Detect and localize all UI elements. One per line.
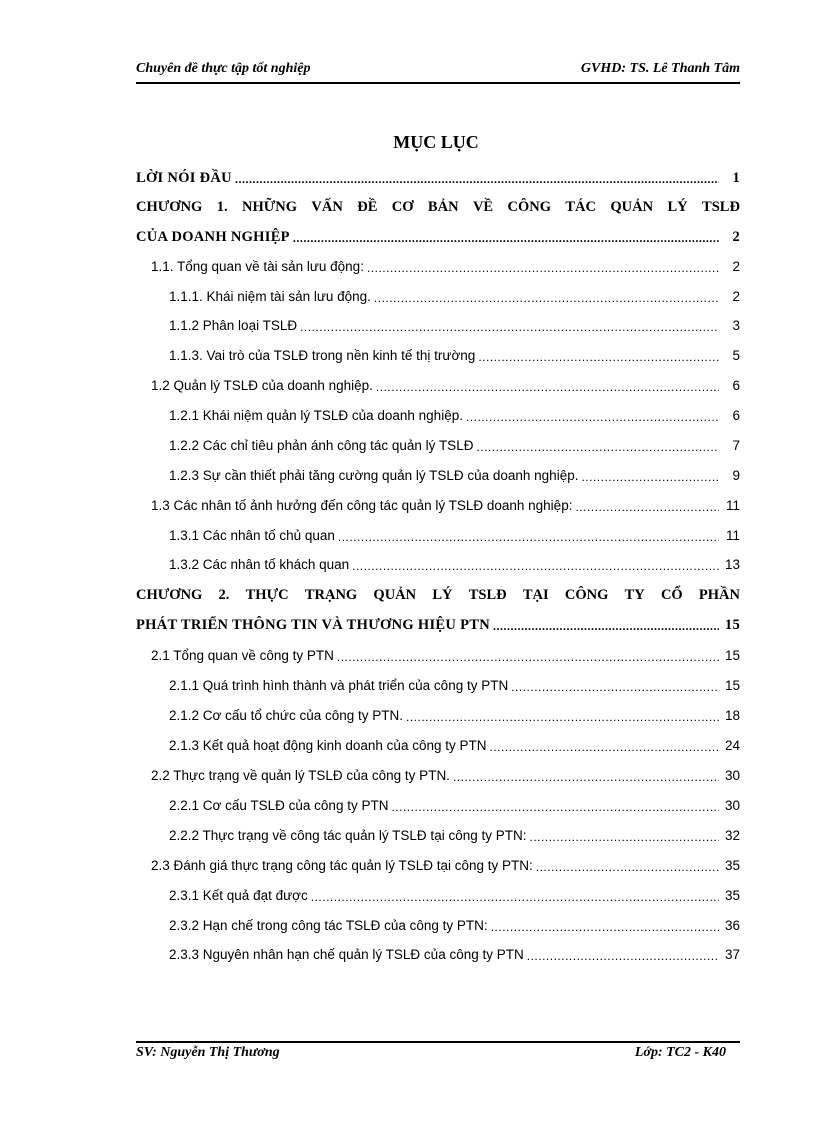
toc-entry-2-1-2[interactable] <box>169 708 740 723</box>
dot-leader <box>489 739 719 753</box>
chapter-heading-word: TẠI <box>522 587 549 603</box>
toc-page-number: 30 <box>724 768 740 783</box>
toc-page-number: 36 <box>724 918 740 933</box>
toc-entry-label: 2.3 Đánh giá thực trạng công tác quản lý TSLĐ tại công ty PTN: <box>151 858 533 873</box>
page-title: MỤC LỤC <box>393 132 479 152</box>
toc-page-number: 35 <box>724 888 740 903</box>
toc-page-number: 3 <box>732 318 740 333</box>
toc-entry-label: 2.3.2 Hạn chế trong công tác TSLĐ của công ty PTN: <box>169 918 488 933</box>
toc-entry-1-1-1[interactable] <box>169 289 740 304</box>
toc-page-number: 11 <box>725 498 740 513</box>
toc-page-number: 2 <box>732 289 740 304</box>
toc-entry-1-3-1[interactable] <box>169 528 740 543</box>
chapter-heading-word: 1. <box>216 199 228 215</box>
chapter-heading-word: PHẦN <box>698 587 740 603</box>
toc-page-number: 7 <box>732 438 740 453</box>
toc-page-number: 37 <box>724 947 740 962</box>
footer-class: Lớp: TC2 - K40 <box>634 1045 726 1060</box>
chapter-heading-word: ĐỀ <box>357 199 378 215</box>
toc-entry-label: 1.2.2 Các chỉ tiêu phản ánh công tác quản lý TSLĐ <box>169 438 474 453</box>
dot-leader <box>536 859 719 873</box>
toc-page-number: 6 <box>732 378 740 393</box>
toc-entry-1-2-2[interactable] <box>169 438 740 453</box>
toc-page-number: 2 <box>732 229 740 245</box>
chapter-heading-word: THỰC <box>245 587 289 603</box>
toc-entry-1-3[interactable] <box>151 498 740 513</box>
toc-entry-label: 2.3.3 Nguyên nhân hạn chế quản lý TSLĐ của công ty PTN <box>169 947 524 962</box>
chapter-heading-word: QUẢN <box>610 199 654 215</box>
dot-leader <box>391 799 719 813</box>
dot-leader <box>293 230 719 245</box>
toc-page-number: 35 <box>724 858 740 873</box>
dot-leader <box>311 889 719 903</box>
toc-page-number: 9 <box>732 468 740 483</box>
toc-entry-label: 2.1.2 Cơ cấu tổ chức của công ty PTN. <box>169 708 403 723</box>
toc-entry-label: 2.1.1 Quá trình hình thành và phát triển của công ty PTN <box>169 678 509 693</box>
dot-leader <box>352 558 719 572</box>
dot-leader <box>374 290 719 304</box>
dot-leader <box>466 409 719 423</box>
toc-entry-label: 1.3.1 Các nhân tố chủ quan <box>169 528 335 543</box>
toc-entry-label: 1.1. Tổng quan về tài sản lưu động: <box>151 259 364 274</box>
toc-entry-2-2[interactable] <box>151 768 740 783</box>
toc-entry-label: 1.3 Các nhân tố ảnh hưởng đến công tác quản lý TSLĐ doanh nghiệp: <box>151 498 573 513</box>
dot-leader <box>491 919 719 933</box>
dot-leader <box>476 439 719 453</box>
toc-entry-2-2-1[interactable] <box>169 798 740 813</box>
chapter-heading-word: VẤN <box>311 199 343 215</box>
dot-leader <box>493 618 719 633</box>
toc-entry-chapter-2[interactable] <box>136 617 740 634</box>
toc-entry-2-1-3[interactable] <box>169 738 740 753</box>
toc-page-number: 18 <box>724 708 740 723</box>
chapter-heading-word: TÁC <box>565 199 596 215</box>
toc-entry-1-2[interactable] <box>151 378 740 393</box>
toc-entry-label: CỦA DOANH NGHIỆP <box>136 229 290 245</box>
toc-page-number: 6 <box>732 408 740 423</box>
chapter-heading-word: TRẠNG <box>304 587 358 603</box>
toc-page-number: 2 <box>732 259 740 274</box>
dot-leader <box>575 499 719 513</box>
toc-entry-label: 1.1.2 Phân loại TSLĐ <box>169 318 298 333</box>
toc-page-number: 11 <box>725 528 740 543</box>
chapter-heading-word: CỔ <box>660 587 683 603</box>
chapter-heading-word: QUẢN <box>373 587 417 603</box>
toc-page-number: 15 <box>724 678 740 693</box>
dot-leader <box>376 379 719 393</box>
dot-leader <box>338 529 719 543</box>
toc-page-number: 1 <box>732 170 740 186</box>
toc-entry-1-1-2[interactable] <box>169 318 740 333</box>
page-footer <box>136 1045 740 1067</box>
toc-page-number: 32 <box>724 828 740 843</box>
toc-entry-1-2-3[interactable] <box>169 468 740 483</box>
toc-page-number: 15 <box>724 648 740 663</box>
toc-chapter-1-heading[interactable] <box>136 199 740 216</box>
toc-entry-label: 1.2.3 Sự cần thiết phải tăng cường quản lý TSLĐ của doanh nghiệp. <box>169 468 579 483</box>
toc-page-number: 15 <box>724 617 740 633</box>
chapter-heading-word: 2. <box>218 587 230 603</box>
toc-entry-label: 2.1 Tổng quan về công ty PTN <box>151 648 334 663</box>
dot-leader <box>529 829 719 843</box>
toc-entry-2-2-2[interactable] <box>169 828 740 843</box>
toc-entry-1-1[interactable] <box>151 259 740 274</box>
chapter-heading-word: CHƯƠNG <box>136 199 203 215</box>
footer-rule <box>136 1041 740 1043</box>
toc-entry-label: 2.2 Thực trạng về quản lý TSLĐ của công ty PTN. <box>151 768 450 783</box>
toc-page-number: 5 <box>732 348 740 363</box>
footer-student-name: SV: Nguyễn Thị Thương <box>136 1045 280 1060</box>
toc-entry-label: 1.2 Quản lý TSLĐ của doanh nghiệp. <box>151 378 373 393</box>
toc-entry-label: 2.1.3 Kết quả hoạt động kinh doanh của công ty PTN <box>169 738 487 753</box>
dot-leader <box>511 679 719 693</box>
toc-page-number: 13 <box>724 557 740 572</box>
toc-page-number: 30 <box>724 798 740 813</box>
chapter-heading-word: TSLĐ <box>468 587 507 603</box>
chapter-heading-word: CƠ <box>391 199 414 215</box>
chapter-heading-word: BẢN <box>427 199 459 215</box>
toc-chapter-2-heading[interactable] <box>136 587 740 604</box>
toc-entry-label: 1.2.1 Khái niệm quản lý TSLĐ của doanh nghiệp. <box>169 408 463 423</box>
chapter-heading-word: CÔNG <box>564 587 609 603</box>
toc-entry-2-1[interactable] <box>151 648 740 663</box>
toc-entry-2-1-1[interactable] <box>169 678 740 693</box>
chapter-heading-word: LÝ <box>432 587 453 603</box>
chapter-heading-word: TY <box>624 587 645 603</box>
toc-entry-label: 2.3.1 Kết quả đạt được <box>169 888 308 903</box>
toc-entry-2-3-2[interactable] <box>169 918 740 933</box>
toc-entry-2-3[interactable] <box>151 858 740 873</box>
chapter-heading-word: CHƯƠNG <box>136 587 203 603</box>
dot-leader <box>453 769 719 783</box>
dot-leader <box>367 260 719 274</box>
header-document-type: Chuyên đề thực tập tốt nghiệp <box>136 61 311 76</box>
dot-leader <box>527 948 719 962</box>
dot-leader <box>406 709 719 723</box>
toc-entry-1-2-1[interactable] <box>169 408 740 423</box>
dot-leader <box>337 649 719 663</box>
chapter-heading-word: TSLĐ <box>702 199 740 215</box>
dot-leader <box>235 171 719 186</box>
toc-entry-label: 2.2.1 Cơ cấu TSLĐ của công ty PTN <box>169 798 389 813</box>
chapter-heading-word: LÝ <box>667 199 688 215</box>
toc-entry-1-1-3[interactable] <box>169 348 740 363</box>
toc-page-number: 24 <box>724 738 740 753</box>
chapter-heading-word: CÔNG <box>507 199 551 215</box>
toc-entry-label: LỜI NÓI ĐẦU <box>136 170 232 186</box>
page-header <box>136 61 740 83</box>
dot-leader <box>581 469 719 483</box>
toc-entry-label: 1.1.1. Khái niệm tài sản lưu động. <box>169 289 371 304</box>
toc-entry-2-3-1[interactable] <box>169 888 740 903</box>
header-rule <box>136 82 740 84</box>
toc-entry-label: 1.1.3. Vai trò của TSLĐ trong nền kinh tế thị trường <box>169 348 476 363</box>
toc-entry-label: 2.2.2 Thực trạng về công tác quản lý TSLĐ tại công ty PTN: <box>169 828 527 843</box>
toc-entry-label: 1.3.2 Các nhân tố khách quan <box>169 557 350 572</box>
dot-leader <box>478 349 719 363</box>
toc-entry-1-3-2[interactable] <box>169 557 740 572</box>
toc-entry-2-3-3[interactable] <box>169 947 740 962</box>
chapter-heading-word: VỀ <box>472 199 494 215</box>
dot-leader <box>300 319 719 333</box>
chapter-heading-word: NHỮNG <box>241 199 298 215</box>
header-supervisor: GVHD: TS. Lê Thanh Tâm <box>580 61 740 76</box>
toc-entry-chapter-1[interactable] <box>136 229 740 246</box>
toc-entry-intro[interactable] <box>136 170 740 187</box>
toc-entry-label: PHÁT TRIỂN THÔNG TIN VÀ THƯƠNG HIỆU PTN <box>136 617 491 633</box>
